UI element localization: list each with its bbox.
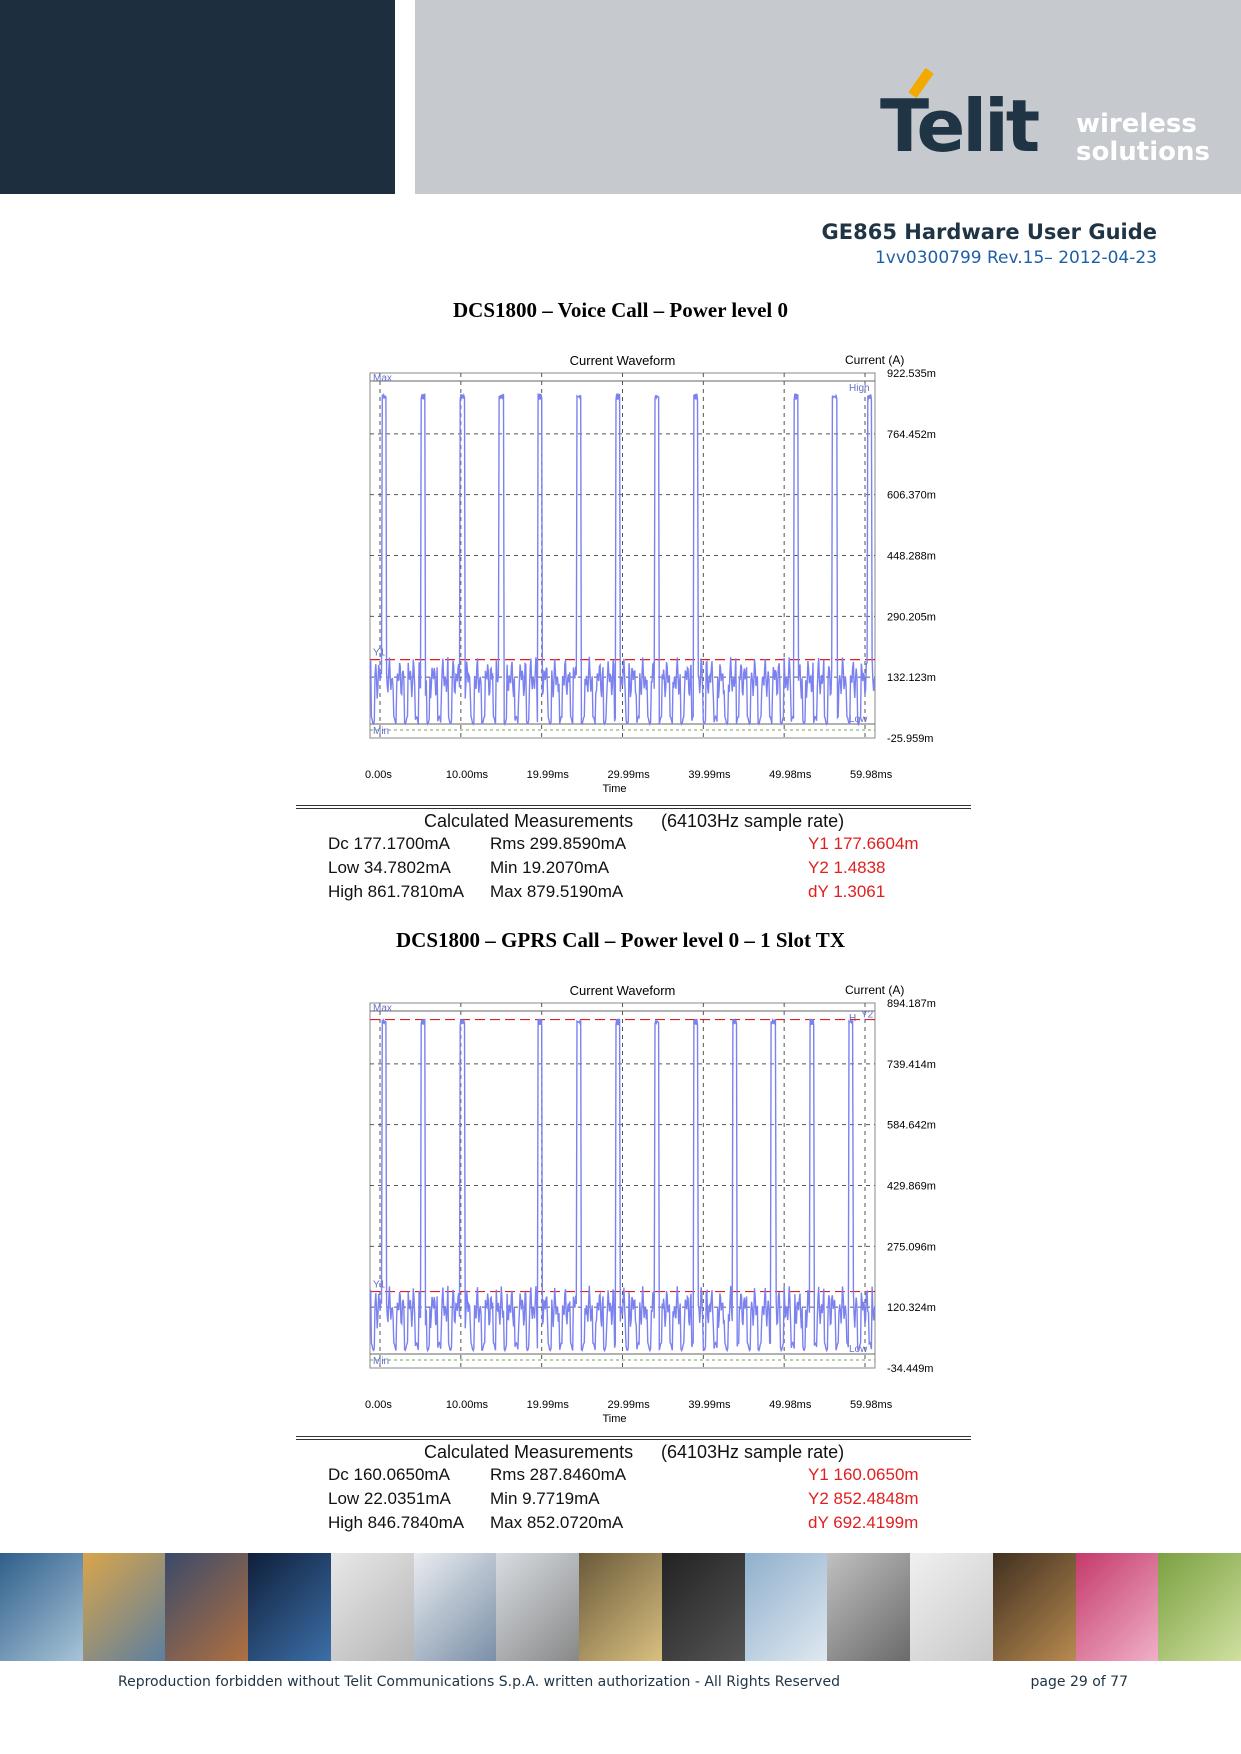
x-axis-label: Time bbox=[602, 783, 627, 795]
page-footer bbox=[118, 1674, 1128, 1690]
y2-cursor-label: Y2 bbox=[861, 1009, 874, 1021]
y1-cursor-label: Y1 bbox=[373, 647, 386, 659]
y-tick-label: 606.370m bbox=[887, 489, 936, 502]
x-tick-label: 29.99ms bbox=[607, 1399, 650, 1411]
measurement-value: Min 19.2070mA bbox=[490, 858, 610, 877]
logo-tagline bbox=[1076, 110, 1210, 166]
cursor-value: dY 692.4199m bbox=[808, 1513, 919, 1532]
photo-tile bbox=[1158, 1553, 1241, 1661]
photo-tile bbox=[83, 1553, 166, 1661]
logo-wordmark: Telit bbox=[880, 84, 1038, 168]
y-tick-label: 894.187m bbox=[887, 998, 936, 1010]
low-marker-label: Low bbox=[849, 1344, 868, 1355]
current-waveform-chart-voice bbox=[330, 350, 970, 800]
y-tick-label: 275.096m bbox=[887, 1241, 936, 1254]
measurements-rate: (64103Hz sample rate) bbox=[661, 1442, 845, 1462]
waveform-svg-gprs bbox=[330, 980, 970, 1430]
measurements-title: Calculated Measurements bbox=[424, 1442, 634, 1462]
photo-tile bbox=[414, 1553, 497, 1661]
high-marker-label: H bbox=[849, 1013, 857, 1024]
logo-tagline-line2: solutions bbox=[1076, 137, 1210, 167]
logo-tagline-line1: wireless bbox=[1076, 109, 1197, 139]
y-tick-label: 132.123m bbox=[887, 672, 936, 685]
document-title: GE865 Hardware User Guide bbox=[821, 220, 1157, 244]
y-tick-label: -25.959m bbox=[887, 733, 934, 745]
measurement-value: Min 9.7719mA bbox=[490, 1489, 600, 1508]
x-tick-label: 29.99ms bbox=[607, 769, 650, 781]
current-waveform-chart-gprs bbox=[330, 980, 970, 1430]
max-marker-label: Max bbox=[373, 373, 392, 384]
header-dark-block bbox=[0, 0, 395, 194]
high-marker-label: High bbox=[849, 383, 870, 394]
y-tick-label: 739.414m bbox=[887, 1058, 936, 1071]
x-tick-label: 59.98ms bbox=[850, 1399, 893, 1411]
min-marker-label: Min bbox=[373, 726, 390, 737]
y-tick-label: 764.452m bbox=[887, 428, 936, 441]
photo-tile bbox=[331, 1553, 414, 1661]
measurement-value: Low 22.0351mA bbox=[328, 1489, 451, 1508]
photo-tile bbox=[993, 1553, 1076, 1661]
x-tick-label: 0.00s bbox=[365, 769, 392, 781]
measurement-value: Max 852.0720mA bbox=[490, 1513, 624, 1532]
cursor-value: dY 1.3061 bbox=[808, 882, 886, 901]
measurements-gprs bbox=[296, 1436, 976, 1536]
measurement-value: Max 879.5190mA bbox=[490, 882, 624, 901]
measurements-voice bbox=[296, 805, 976, 905]
measurements-rate: (64103Hz sample rate) bbox=[661, 811, 845, 831]
min-marker-label: Min bbox=[373, 1356, 390, 1367]
x-tick-label: 10.00ms bbox=[445, 1399, 489, 1411]
photo-tile bbox=[1076, 1553, 1159, 1661]
document-revision: 1vv0300799 Rev.15– 2012-04-23 bbox=[874, 248, 1157, 268]
photo-tile bbox=[910, 1553, 993, 1661]
chart-title: Current Waveform bbox=[569, 353, 676, 368]
low-marker-label: Low bbox=[849, 714, 868, 725]
section-heading-voice: DCS1800 – Voice Call – Power level 0 bbox=[453, 298, 788, 322]
x-tick-label: 39.99ms bbox=[688, 769, 731, 781]
measurement-value: Rms 299.8590mA bbox=[490, 834, 627, 853]
telit-logo bbox=[880, 66, 1220, 176]
cursor-value: Y2 852.4848m bbox=[808, 1489, 919, 1508]
cursor-value: Y2 1.4838 bbox=[808, 858, 886, 877]
photo-tile bbox=[745, 1553, 828, 1661]
page-number: page 29 of 77 bbox=[1030, 1674, 1128, 1690]
measurement-value: Dc 160.0650mA bbox=[328, 1465, 450, 1484]
waveform-svg-voice bbox=[330, 350, 970, 800]
measurement-value: High 861.7810mA bbox=[328, 882, 465, 901]
y-tick-label: 120.324m bbox=[887, 1302, 936, 1315]
x-tick-label: 59.98ms bbox=[850, 769, 893, 781]
photo-tile bbox=[662, 1553, 745, 1661]
x-tick-label: 10.00ms bbox=[445, 769, 489, 781]
y-tick-label: 584.642m bbox=[887, 1119, 936, 1132]
max-marker-label: Max bbox=[373, 1003, 392, 1014]
x-axis-label: Time bbox=[602, 1413, 627, 1425]
cursor-value: Y1 160.0650m bbox=[808, 1465, 919, 1484]
photo-tile bbox=[579, 1553, 662, 1661]
footer-photo-strip bbox=[0, 1553, 1241, 1661]
measurements-rule bbox=[296, 1436, 971, 1440]
measurement-value: Dc 177.1700mA bbox=[328, 834, 450, 853]
copyright-notice: Reproduction forbidden without Telit Communications S.p.A. written authorization - All Rights Reserved bbox=[118, 1674, 840, 1690]
chart-title: Current Waveform bbox=[569, 983, 676, 998]
cursor-value: Y1 177.6604m bbox=[808, 834, 919, 853]
measurement-value: Rms 287.8460mA bbox=[490, 1465, 627, 1484]
x-tick-label: 19.99ms bbox=[526, 769, 569, 781]
y-tick-label: 448.288m bbox=[887, 550, 936, 563]
document-title-block bbox=[822, 220, 1157, 268]
y-axis-label: Current (A) bbox=[845, 983, 905, 997]
y1-cursor-label: Y1 bbox=[373, 1279, 386, 1291]
measurement-value: High 846.7840mA bbox=[328, 1513, 465, 1532]
x-tick-label: 49.98ms bbox=[769, 1399, 812, 1411]
measurements-title: Calculated Measurements bbox=[424, 811, 634, 831]
measurement-value: Low 34.7802mA bbox=[328, 858, 451, 877]
section-heading-gprs: DCS1800 – GPRS Call – Power level 0 – 1 Slot TX bbox=[396, 928, 845, 952]
photo-tile bbox=[827, 1553, 910, 1661]
photo-tile bbox=[165, 1553, 248, 1661]
y-tick-label: 429.869m bbox=[887, 1180, 936, 1193]
x-tick-label: 49.98ms bbox=[769, 769, 812, 781]
y-tick-label: 922.535m bbox=[887, 368, 936, 380]
measurements-rule bbox=[296, 805, 971, 809]
y-axis-label: Current (A) bbox=[845, 353, 905, 367]
photo-tile bbox=[496, 1553, 579, 1661]
x-tick-label: 19.99ms bbox=[526, 1399, 569, 1411]
x-tick-label: 0.00s bbox=[365, 1399, 392, 1411]
y-tick-label: -34.449m bbox=[887, 1363, 934, 1375]
photo-tile bbox=[0, 1553, 83, 1661]
photo-tile bbox=[248, 1553, 331, 1661]
x-tick-label: 39.99ms bbox=[688, 1399, 731, 1411]
y-tick-label: 290.205m bbox=[887, 611, 936, 624]
